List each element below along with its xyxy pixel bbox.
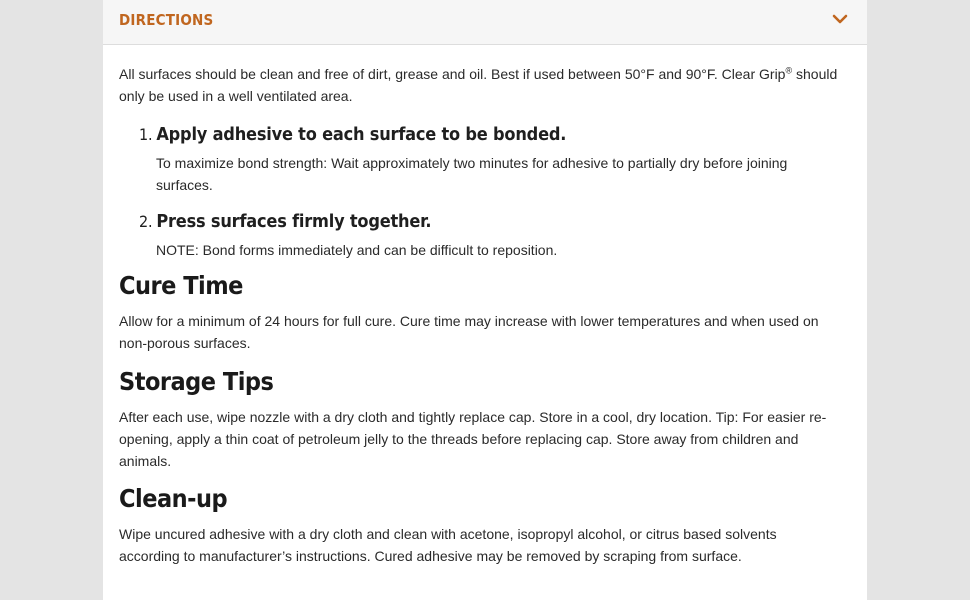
registered-mark: ®	[785, 65, 793, 76]
step-1	[139, 123, 839, 196]
step-description: NOTE: Bond forms immediately and can be difficult to reposition.	[156, 242, 558, 258]
clean-up-body: Wipe uncured adhesive with a dry cloth and clean with acetone, isopropyl alcohol, or citrus based solvents according to manufacturer’s instructions. Cured adhesive may be removed by scraping from surface.	[119, 526, 777, 564]
chevron-down-icon[interactable]	[832, 13, 848, 25]
step-heading	[139, 123, 839, 147]
cure-time-heading: Cure Time	[119, 271, 243, 300]
accordion-title: DIRECTIONS	[119, 11, 214, 29]
storage-tips-heading: Storage Tips	[119, 367, 274, 396]
step-2	[139, 210, 839, 261]
step-description: To maximize bond strength: Wait approximately two minutes for adhesive to partially dry before joining surfaces.	[156, 155, 788, 193]
intro-text-continued: should only be used in a well ventilated area.	[119, 66, 838, 104]
directions-panel	[103, 0, 867, 600]
directions-content	[119, 63, 839, 567]
step-number: 2.	[139, 212, 153, 231]
step-title: Apply adhesive to each surface to be bonded.	[156, 124, 567, 145]
step-number: 1.	[139, 125, 153, 144]
clean-up-heading: Clean-up	[119, 484, 228, 513]
cure-time-body: Allow for a minimum of 24 hours for full cure. Cure time may increase with lower temperatures and when used on non-porous surfaces.	[119, 313, 819, 351]
intro-paragraph	[119, 63, 839, 107]
directions-accordion-toggle[interactable]	[103, 0, 867, 45]
step-heading	[139, 210, 839, 234]
storage-tips-body: After each use, wipe nozzle with a dry cloth and tightly replace cap. Store in a cool, dry location. Tip: For easier re-opening, apply a thin coat of petroleum jelly to the threads before replacing cap. Store away from children and animals.	[119, 409, 827, 469]
step-title: Press surfaces firmly together.	[156, 211, 432, 232]
intro-text: All surfaces should be clean and free of dirt, grease and oil. Best if used between 50°F and 90°F. Clear Grip	[119, 66, 786, 82]
